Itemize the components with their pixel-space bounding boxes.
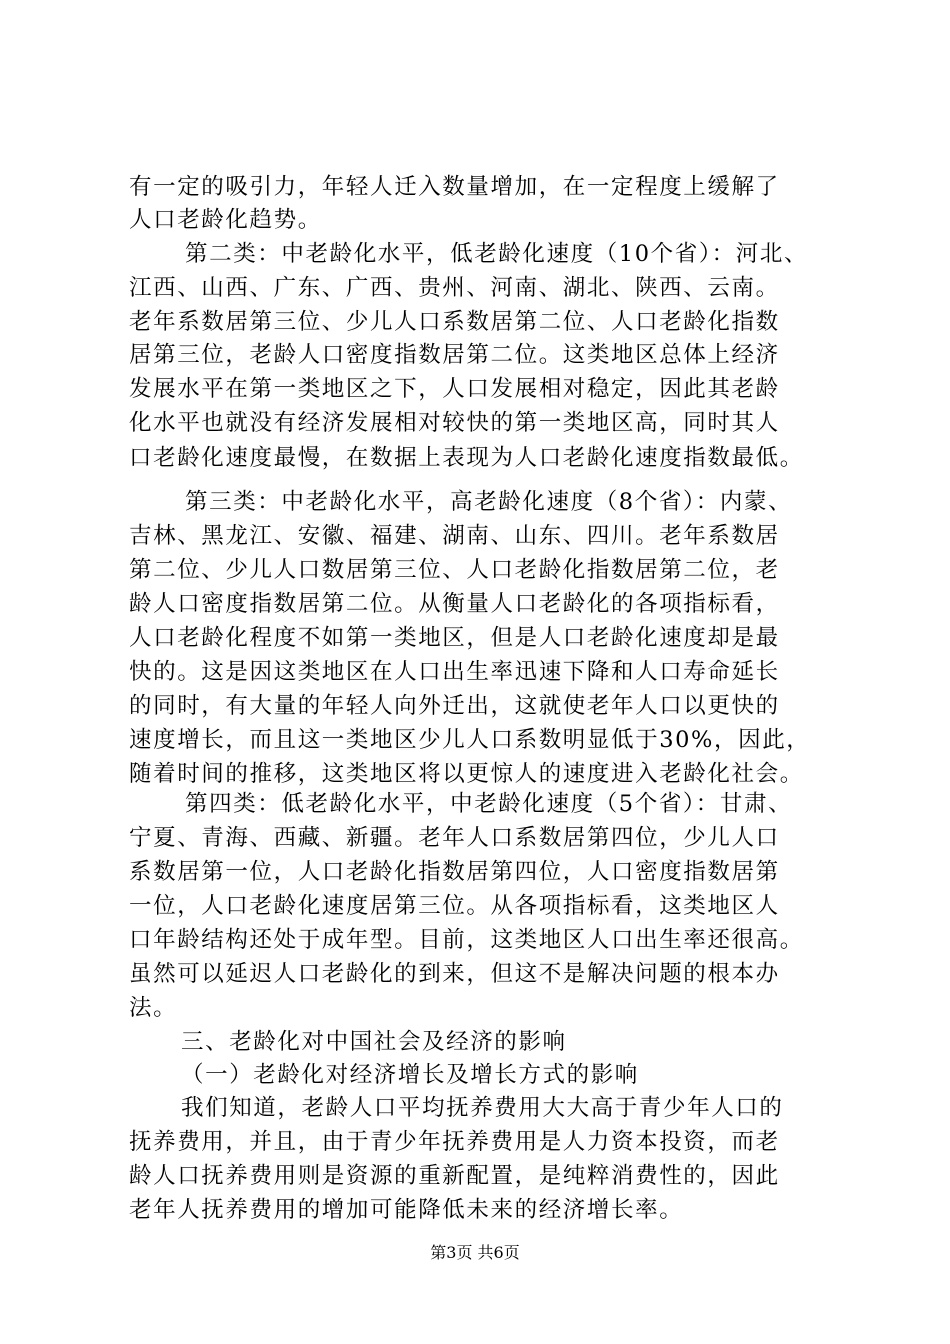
page-footer: 第3页 共6页 (430, 1243, 520, 1262)
subsection-heading: （一）老龄化对经济增长及增长方式的影响 (181, 1062, 639, 1088)
text-line: 吉林、黑龙江、安徽、福建、湖南、山东、四川。老年系数居 (129, 523, 780, 549)
text-line: 虽然可以延迟人口老龄化的到来，但这不是解决问题的根本办 (129, 961, 780, 987)
text-line: 发展水平在第一类地区之下，人口发展相对稳定，因此其老龄 (129, 376, 780, 402)
text-line: 第二位、少儿人口数居第三位、人口老龄化指数居第二位，老 (129, 557, 780, 583)
text-line: 江西、山西、广东、广西、贵州、河南、湖北、陕西、云南。 (129, 275, 780, 301)
paragraph-start-line: 第四类：低老龄化水平，中老龄化速度（5个省）：甘肃、 (185, 791, 793, 817)
text-line: 法。 (129, 995, 178, 1021)
text-line: 速度增长，而且这一类地区少儿人口系数明显低于30%，因此， (129, 727, 811, 753)
text-line: 抚养费用，并且，由于青少年抚养费用是人力资本投资，而老 (129, 1129, 780, 1155)
section-heading: 三、老龄化对中国社会及经济的影响 (181, 1029, 567, 1055)
text-line: 人口老龄化程度不如第一类地区，但是人口老龄化速度却是最 (129, 625, 780, 651)
text-line: 老年人抚养费用的增加可能降低未来的经济增长率。 (129, 1197, 684, 1223)
text-line: 宁夏、青海、西藏、新疆。老年人口系数居第四位，少儿人口 (129, 825, 780, 851)
paragraph-start-line: 第二类：中老龄化水平，低老龄化速度（10个省）：河北、 (185, 241, 809, 267)
text-line: 系数居第一位，人口老龄化指数居第四位，人口密度指数居第 (129, 859, 780, 885)
text-line: 随着时间的推移，这类地区将以更惊人的速度进入老龄化社会。 (129, 761, 804, 787)
text-line: 有一定的吸引力，年轻人迁入数量增加，在一定程度上缓解了 (129, 174, 780, 200)
text-line: 老年系数居第三位、少儿人口系数居第二位、人口老龄化指数 (129, 309, 780, 335)
text-line: 一位，人口老龄化速度居第三位。从各项指标看，这类地区人 (129, 893, 780, 919)
text-line: 居第三位，老龄人口密度指数居第二位。这类地区总体上经济 (129, 342, 780, 368)
text-line: 快的。这是因这类地区在人口出生率迅速下降和人口寿命延长 (129, 659, 780, 685)
text-line: 口老龄化速度最慢，在数据上表现为人口老龄化速度指数最低。 (129, 445, 804, 471)
text-line: 龄人口抚养费用则是资源的重新配置，是纯粹消费性的，因此 (129, 1163, 780, 1189)
paragraph-start-line: 我们知道，老龄人口平均抚养费用大大高于青少年人口的 (181, 1095, 784, 1121)
text-line: 龄人口密度指数居第二位。从衡量人口老龄化的各项指标看， (129, 591, 780, 617)
paragraph-start-line: 第三类：中老龄化水平，高老龄化速度（8个省）：内蒙、 (185, 489, 793, 515)
text-line: 人口老龄化趋势。 (129, 207, 322, 233)
text-line: 口年龄结构还处于成年型。目前，这类地区人口出生率还很高。 (129, 927, 804, 953)
text-line: 的同时，有大量的年轻人向外迁出，这就使老年人口以更快的 (129, 693, 780, 719)
text-line: 化水平也就没有经济发展相对较快的第一类地区高，同时其人 (129, 410, 780, 436)
